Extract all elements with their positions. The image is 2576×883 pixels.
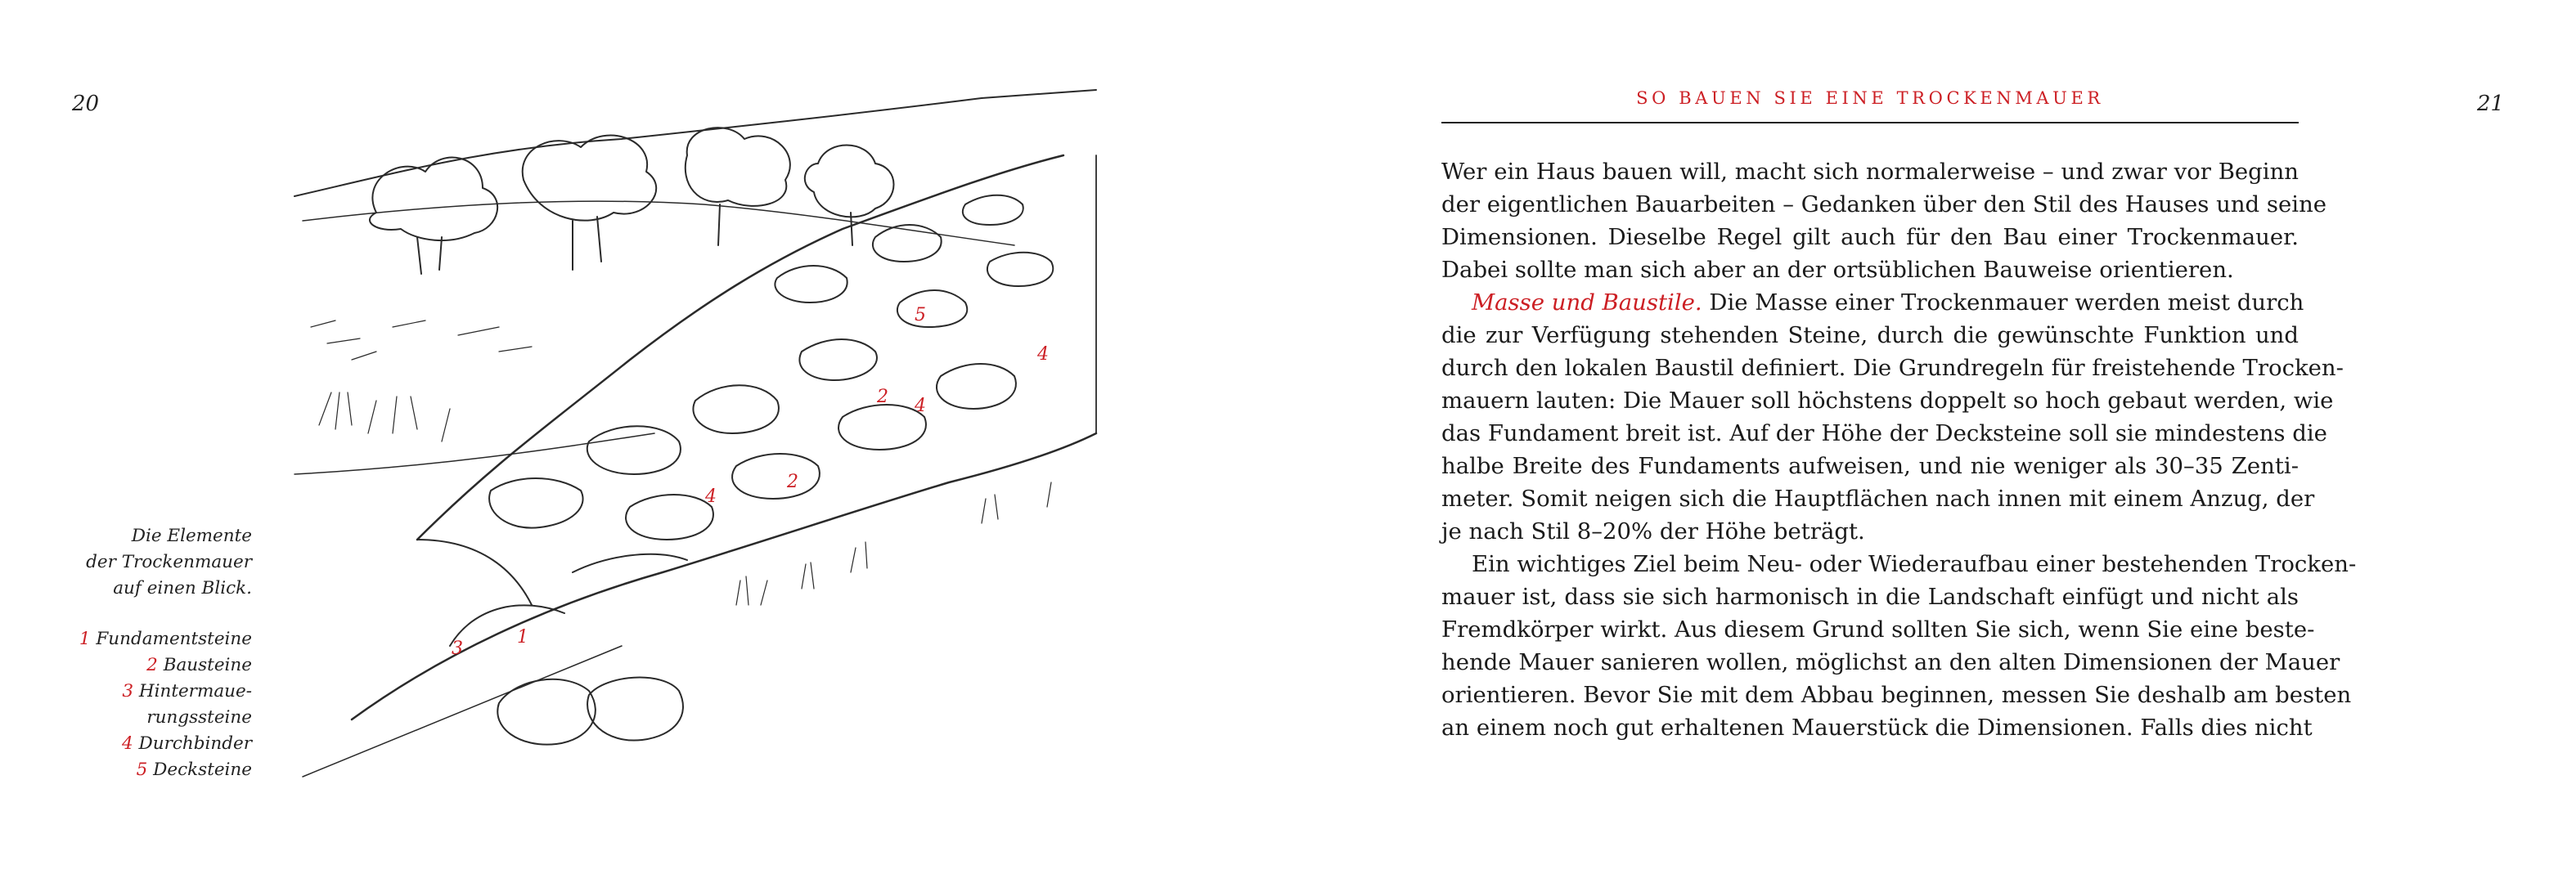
text-line: die zur Verfügung stehenden Steine, durch die gewünschte Funktion und <box>1441 322 2299 348</box>
marker-decksteine: 5 <box>915 305 926 325</box>
dry-stone-wall-illustration <box>278 82 1129 793</box>
caption-title-line: der Trockenmauer <box>86 552 252 572</box>
body-text <box>1441 155 2357 744</box>
text-line: an einem noch gut erhaltenen Mauerstück die Dimensionen. Falls dies nicht <box>1441 715 2313 741</box>
legend-item <box>0 757 252 783</box>
text-line: Dimensionen. Dieselbe Regel gilt auch für den Bau einer Trockenmauer. <box>1441 224 2299 250</box>
marker-fundamentsteine: 1 <box>517 627 528 648</box>
text-line <box>1441 286 2304 319</box>
legend-number: 4 <box>121 733 133 754</box>
text-line: der eigentlichen Bauarbeiten – Gedanken über den Stil des Hauses und seine <box>1441 191 2327 217</box>
legend-number: 5 <box>136 760 148 780</box>
text-line: durch den lokalen Baustil definiert. Die Grundregeln für freistehende Trocken- <box>1441 355 2344 381</box>
marker-hintermauerungssteine: 3 <box>452 639 463 659</box>
marker-durchbinder: 4 <box>915 396 926 416</box>
marker-bausteine: 2 <box>787 472 798 492</box>
text-line: Ein wichtiges Ziel beim Neu- oder Wiederaufbau einer bestehenden Trocken- <box>1472 551 2357 577</box>
caption-legend <box>0 626 252 783</box>
legend-item <box>0 731 252 757</box>
legend-label: Hintermaue- <box>138 681 252 701</box>
text-line: meter. Somit neigen sich die Hauptflächen nach innen mit einem Anzug, der <box>1441 486 2315 512</box>
legend-number: 3 <box>122 681 133 701</box>
text-line: Dabei sollte man sich aber an der ortsüblichen Bauweise orientieren. <box>1441 257 2234 283</box>
legend-number: 1 <box>79 629 91 649</box>
legend-label: Bausteine <box>163 655 252 675</box>
text-line: mauern lauten: Die Mauer soll höchstens doppelt so hoch gebaut werden, wie <box>1441 388 2334 414</box>
page-number-left: 20 <box>72 92 100 116</box>
legend-item <box>0 626 252 652</box>
text-line: je nach Stil 8–20% der Höhe beträgt. <box>1441 518 1865 545</box>
legend-item <box>0 679 252 705</box>
section-subheading: Masse und Baustile. <box>1472 289 1702 316</box>
marker-bausteine: 2 <box>877 387 888 407</box>
text-line: Fremdkörper wirkt. Aus diesem Grund sollten Sie sich, wenn Sie eine beste- <box>1441 616 2315 643</box>
figure-caption <box>0 523 252 783</box>
wall-drawing <box>278 82 1129 793</box>
legend-label: Fundamentsteine <box>96 629 252 649</box>
legend-item <box>0 705 252 731</box>
legend-label: Decksteine <box>153 760 252 780</box>
text-line: hende Mauer sanieren wollen, möglichst an den alten Dimensionen der Mauer <box>1441 649 2340 675</box>
caption-title-line: auf einen Blick. <box>113 578 252 598</box>
text-line: Wer ein Haus bauen will, macht sich normalerweise – und zwar vor Beginn <box>1441 159 2299 185</box>
text-line: mauer ist, dass sie sich harmonisch in die Landschaft einfügt und nicht als <box>1441 584 2299 610</box>
legend-item <box>0 652 252 679</box>
caption-title-line: Die Elemente <box>131 526 252 546</box>
text-line-rest: Die Masse einer Trockenmauer werden meist durch <box>1702 289 2304 316</box>
header-rule <box>1441 122 2299 123</box>
marker-durchbinder: 4 <box>1037 344 1049 365</box>
legend-number: 2 <box>146 655 158 675</box>
caption-title <box>0 523 252 602</box>
running-head: SO BAUEN SIE EINE TROCKENMAUER <box>1636 88 2104 108</box>
page-number-right: 21 <box>2477 92 2505 116</box>
marker-durchbinder: 4 <box>705 486 717 507</box>
legend-label: rungssteine <box>146 707 252 728</box>
text-line: halbe Breite des Fundaments aufweisen, und nie weniger als 30–35 Zenti- <box>1441 453 2299 479</box>
text-line: orientieren. Bevor Sie mit dem Abbau beginnen, messen Sie deshalb am besten <box>1441 682 2352 708</box>
legend-label: Durchbinder <box>138 733 252 754</box>
text-line: das Fundament breit ist. Auf der Höhe der Decksteine soll sie mindestens die <box>1441 420 2327 446</box>
